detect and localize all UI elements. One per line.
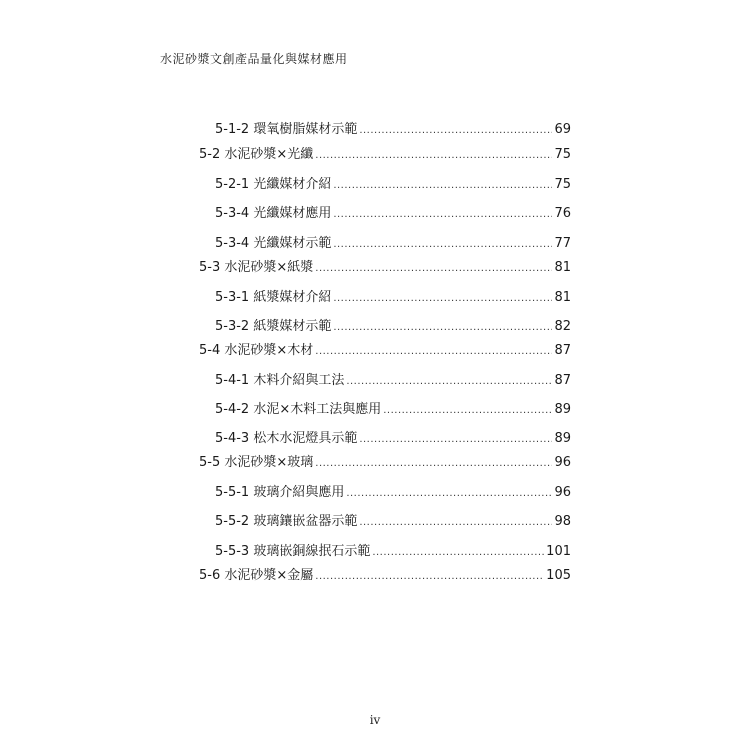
toc-entry-label: 5-5-1 玻璃介紹與應用 xyxy=(215,485,345,500)
toc-entry[interactable] xyxy=(215,176,571,194)
toc-entry-page: 105 xyxy=(546,568,571,583)
dot-leader xyxy=(315,260,552,278)
toc-entry[interactable] xyxy=(215,205,571,223)
toc-entry[interactable] xyxy=(215,484,571,502)
toc-entry-label: 5-4 水泥砂漿×木材 xyxy=(199,343,314,358)
toc-entry-page: 101 xyxy=(546,544,571,559)
dot-leader xyxy=(333,319,552,337)
toc-entry-page: 87 xyxy=(554,373,571,388)
dot-leader xyxy=(346,485,552,503)
toc-entry-page: 75 xyxy=(554,177,571,192)
toc-entry[interactable] xyxy=(215,430,571,448)
toc-entry[interactable] xyxy=(215,543,571,561)
toc-entry-label: 5-3-4 光纖媒材應用 xyxy=(215,206,332,221)
toc-entry-label: 5-4-3 松木水泥燈具示範 xyxy=(215,431,358,446)
toc-entry-page: 96 xyxy=(554,455,571,470)
toc-entry-page: 98 xyxy=(554,514,571,529)
toc-entry-page: 77 xyxy=(554,236,571,251)
toc-entry[interactable] xyxy=(199,259,571,277)
dot-leader xyxy=(333,177,552,195)
page-number: iv xyxy=(369,713,381,727)
toc-entry[interactable] xyxy=(215,235,571,253)
dot-leader xyxy=(359,431,552,449)
dot-leader xyxy=(333,206,552,224)
dot-leader xyxy=(333,290,552,308)
dot-leader xyxy=(383,402,552,420)
toc-entry-page: 87 xyxy=(554,343,571,358)
toc-entry[interactable] xyxy=(215,513,571,531)
running-header: 水泥砂漿文創產品量化與媒材應用 xyxy=(160,52,348,66)
toc-entry-label: 5-3-2 紙漿媒材示範 xyxy=(215,319,332,334)
dot-leader xyxy=(372,544,544,562)
toc-entry[interactable] xyxy=(199,454,571,472)
toc-entry-label: 5-2 水泥砂漿×光纖 xyxy=(199,147,314,162)
toc-entry[interactable] xyxy=(199,567,571,585)
toc-entry-page: 81 xyxy=(554,290,571,305)
toc-entry-page: 75 xyxy=(554,147,571,162)
toc-entry-page: 89 xyxy=(554,431,571,446)
dot-leader xyxy=(333,236,552,254)
toc-entry-label: 5-5-3 玻璃嵌銅線抿石示範 xyxy=(215,544,371,559)
toc-entry-label: 5-5-2 玻璃鑲嵌盆器示範 xyxy=(215,514,358,529)
toc-entry-page: 81 xyxy=(554,260,571,275)
dot-leader xyxy=(346,373,552,391)
toc-entry[interactable] xyxy=(199,146,571,164)
dot-leader xyxy=(359,514,552,532)
dot-leader xyxy=(315,147,552,165)
dot-leader xyxy=(315,343,552,361)
toc-entry[interactable] xyxy=(215,289,571,307)
toc-entry-label: 5-3-4 光纖媒材示範 xyxy=(215,236,332,251)
toc-entry-page: 82 xyxy=(554,319,571,334)
toc-entry[interactable] xyxy=(215,372,571,390)
toc-entry[interactable] xyxy=(215,121,571,139)
toc-entry-page: 96 xyxy=(554,485,571,500)
toc-entry-page: 76 xyxy=(554,206,571,221)
dot-leader xyxy=(315,568,544,586)
toc-entry-label: 5-4-2 水泥×木料工法與應用 xyxy=(215,402,382,417)
toc-entry-label: 5-6 水泥砂漿×金屬 xyxy=(199,568,314,583)
toc-entry[interactable] xyxy=(215,401,571,419)
toc-entry-page: 69 xyxy=(554,122,571,137)
toc-entry[interactable] xyxy=(215,318,571,336)
toc-entry-label: 5-3 水泥砂漿×紙漿 xyxy=(199,260,314,275)
dot-leader xyxy=(359,122,552,140)
toc-entry-label: 5-5 水泥砂漿×玻璃 xyxy=(199,455,314,470)
toc-entry-label: 5-2-1 光纖媒材介紹 xyxy=(215,177,332,192)
toc-entry-label: 5-4-1 木料介紹與工法 xyxy=(215,373,345,388)
dot-leader xyxy=(315,455,552,473)
toc-entry[interactable] xyxy=(199,342,571,360)
toc-entry-page: 89 xyxy=(554,402,571,417)
toc-entry-label: 5-1-2 環氧樹脂媒材示範 xyxy=(215,122,358,137)
toc-entry-label: 5-3-1 紙漿媒材介紹 xyxy=(215,290,332,305)
